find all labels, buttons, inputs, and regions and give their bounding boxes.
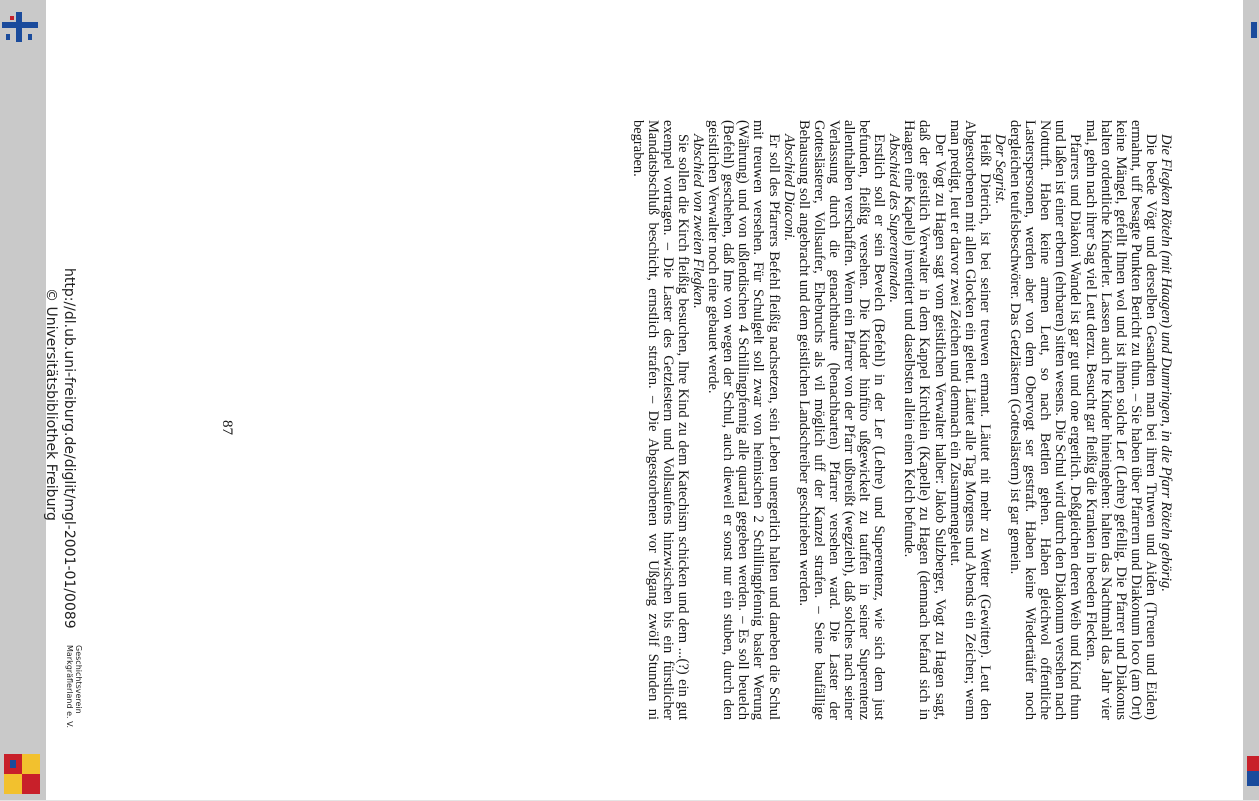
society-name-line1: Geschichtsverein	[74, 645, 83, 714]
viewer-right-margin	[1243, 0, 1259, 800]
university-logo-icon	[1249, 22, 1259, 47]
section-heading: Die Flegken Röteln (mit Haagen) und Dumringen, in die Pfarr Röteln gehörig.	[1158, 134, 1174, 592]
section-heading: Abschied Diaconi.	[780, 134, 797, 242]
section-heading: Abschied von zweien Flegken.	[690, 134, 707, 309]
paragraph: Pfarrers und Diakoni Wandel ist gar gut und one ergerlich. Deßgleichen deren Weib und Kind thun und laßen ist einer erbern (ehrbaren) sitten wesens. Die Schul wird durch den Diakonum versehen nach Notturft. Haben keine armen Leut, so nach Bettlen gehen. Haben gleichwol offentliche Lasterspersonen, werden aber von dem Obervogt ser gestraft. Haben keine Wiedertäufer noch dergleichen teufelsbeschwörer. Das Getzlästern (Gotteslästern) ist gar gemein.	[1007, 120, 1084, 720]
society-label	[65, 645, 83, 728]
coat-of-arms-icon	[1247, 756, 1259, 791]
copyright-notice: © Universitätsbibliothek Freiburg	[43, 288, 59, 521]
paragraph: Die beede Vögt und derselben Gesandten man bei ihren Truwen und Aiden (Treuen und Eiden) ermahnt, uff besagte Punkten Bericht zu thun. – Sie haben über Pfarrern und Diakonum loco (am Ort) keine Mängel, gefellt Ihnen wol und ist ihnen solche Ler (Lehre) gefellig. Die Pfarrer und Diakonus halten ordentliche Kinderler. Lassen auch Ire Kinder hineingehen: halten das Nachtmahl das Jahr vier mal, gehn nach ihrer Sag viel Leut derzu. Besucht gar fleißig die Kranken in beeden Flecken.	[1082, 120, 1159, 720]
paragraph: Der Vogt zu Hagen sagt vom geistlichen Verwalter halber: Jakob Sulzberger, Vogt zu Hagen sagt, daß der geistlich Verwalter in dem Kappel Kirchlein (Kapelle) zu Hagen (demnach befand sich in Haagen eine Kapelle) inventiert und daselbsten allein einen Kelch befunde.	[901, 120, 948, 720]
rotated-page-content	[43, 0, 1243, 800]
page-number: 87	[219, 420, 235, 435]
scanned-page	[43, 0, 1243, 800]
paragraph: Sie sollen die Kirch fleißig besuchen, Ihre Kind zu dem Katechism schicken und dem ...(?) ein gut exempel vortragen. – Die Laster des Getzlestern und Vollsaufens hinzwischen bis ein fürstlicher Mandatsbschluß beschicht, ernstlich strafen. – Die Abgestorbenen vor Ußgang zwölf Stunden ni begraben.	[629, 120, 691, 720]
paragraph: Erstlich soll er sein Bevelch (Befehl) in der Ler (Lehre) und Superentenz, wie sich dem just befunden, fleißig versehen. Die Kinder hinfüro ußgewickelt zu tauffen in seiner Superentenz allenthalben verschaffen. Wenn ein Pfarrer von der Pfarr ußbreißt (wegzieht), daß solches nach seiner Verlassung durch die genachtbaurte (benachbarten) Pfarrer versehen ward. Die Laster der Gotteslästerer, Vollsaufer, Ehebruchs als vil möglich uff der Kanzel strafen. – Seine baufällige Behausung soll angebracht und dem geistlichen Landschreiber geschrieben werden.	[795, 120, 888, 720]
source-url[interactable]: http://dl.ub.uni-freiburg.de/diglit/mgl-2001-01/0089	[61, 268, 77, 629]
section-heading: Der Segrist.	[991, 134, 1008, 205]
paragraph: Er soll des Pfarrers Befehl fleißig nachsetzen, sein Leben unergerlich halten und daneben die Schul mit treuwen versehen. Für Schulgelt soll zwar von heimischen 2 Schillingpfennig basler Werung (Währung) und von ußlendischen 4 Schillingpfennig alle quartal gegeben werden. – Es soll beuelch (Befehl) geschehen, daß Ime von wegen der Schul, auch dieweil er sonst nur ein stuben, durch den geistlichen Verwalter noch eine gebauet werde.	[705, 120, 782, 720]
society-name-line2: Markgräflerland e. V.	[65, 645, 74, 729]
section-heading: Abschied des Superentenden.	[886, 134, 903, 303]
paragraph: Heißt Dietrich, ist bei seiner treuwen ermant. Läutet nit mehr zu Wetter (Gewitter). Leut den Abgestorbenen mit allen Glocken ein geleut. Läutet alle Tag Morgens und Abends ein Zeichen; wenn man predigt, leut er darvor zwei Zeichen und demnach ein Zusammengeleut.	[946, 120, 993, 720]
coat-of-arms-icon	[2, 752, 42, 801]
viewer-left-margin	[0, 0, 46, 800]
university-logo-icon	[2, 8, 42, 49]
page-text	[630, 120, 1173, 720]
